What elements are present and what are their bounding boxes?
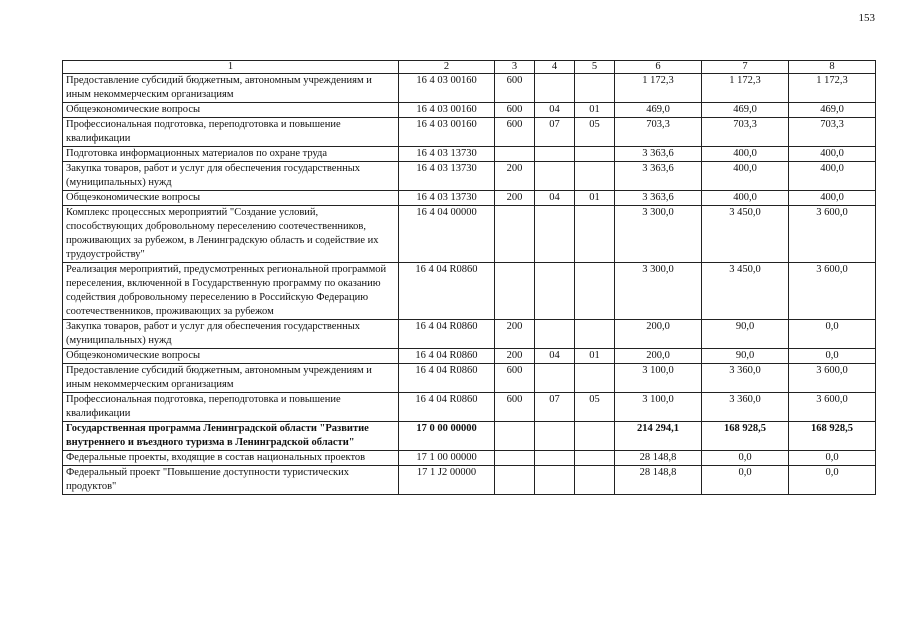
row-rz-cell bbox=[535, 74, 575, 103]
row-value-col6-cell: 3 363,6 bbox=[615, 147, 702, 162]
row-rz-cell bbox=[535, 162, 575, 191]
row-code-cell: 16 4 04 R0860 bbox=[399, 349, 495, 364]
row-value-col7-cell: 469,0 bbox=[702, 103, 789, 118]
row-value-col6-cell: 1 172,3 bbox=[615, 74, 702, 103]
row-pr-cell: 01 bbox=[575, 191, 615, 206]
table-row bbox=[63, 103, 876, 118]
row-name-cell: Предоставление субсидий бюджетным, автономным учреждениям и иным некоммерческим организациям bbox=[63, 364, 399, 393]
row-value-col8-cell: 3 600,0 bbox=[789, 263, 876, 320]
table-row bbox=[63, 162, 876, 191]
row-code-cell: 16 4 03 00160 bbox=[399, 118, 495, 147]
row-vr-cell: 200 bbox=[495, 320, 535, 349]
column-header: 5 bbox=[575, 61, 615, 74]
row-value-col7-cell: 400,0 bbox=[702, 147, 789, 162]
row-code-cell: 17 1 00 00000 bbox=[399, 451, 495, 466]
row-name-cell: Предоставление субсидий бюджетным, автономным учреждениям и иным некоммерческим организациям bbox=[63, 74, 399, 103]
row-code-cell: 16 4 03 13730 bbox=[399, 162, 495, 191]
table-row bbox=[63, 349, 876, 364]
row-value-col8-cell: 168 928,5 bbox=[789, 422, 876, 451]
row-value-col7-cell: 1 172,3 bbox=[702, 74, 789, 103]
row-pr-cell bbox=[575, 466, 615, 495]
table-row bbox=[63, 191, 876, 206]
row-vr-cell: 200 bbox=[495, 162, 535, 191]
row-name-cell: Реализация мероприятий, предусмотренных региональной программой переселения, включенной в Государственную программу по оказанию содействия добровольному переселению в Российскую Федерацию соотечественников, проживающих за рубежом bbox=[63, 263, 399, 320]
row-value-col6-cell: 3 300,0 bbox=[615, 263, 702, 320]
row-code-cell: 16 4 04 R0860 bbox=[399, 263, 495, 320]
row-name-cell: Закупка товаров, работ и услуг для обеспечения государственных (муниципальных) нужд bbox=[63, 162, 399, 191]
table-row bbox=[63, 393, 876, 422]
column-header: 8 bbox=[789, 61, 876, 74]
row-value-col8-cell: 703,3 bbox=[789, 118, 876, 147]
column-header: 3 bbox=[495, 61, 535, 74]
row-value-col6-cell: 200,0 bbox=[615, 320, 702, 349]
column-header: 7 bbox=[702, 61, 789, 74]
row-rz-cell: 04 bbox=[535, 103, 575, 118]
column-header: 6 bbox=[615, 61, 702, 74]
row-vr-cell bbox=[495, 451, 535, 466]
column-header: 4 bbox=[535, 61, 575, 74]
row-name-cell: Общеэкономические вопросы bbox=[63, 349, 399, 364]
row-vr-cell bbox=[495, 466, 535, 495]
row-code-cell: 17 0 00 00000 bbox=[399, 422, 495, 451]
row-value-col8-cell: 1 172,3 bbox=[789, 74, 876, 103]
table-row bbox=[63, 466, 876, 495]
row-value-col6-cell: 3 363,6 bbox=[615, 191, 702, 206]
row-pr-cell bbox=[575, 422, 615, 451]
row-code-cell: 16 4 04 00000 bbox=[399, 206, 495, 263]
column-header: 1 bbox=[63, 61, 399, 74]
row-value-col7-cell: 168 928,5 bbox=[702, 422, 789, 451]
row-name-cell: Федеральные проекты, входящие в состав национальных проектов bbox=[63, 451, 399, 466]
row-code-cell: 16 4 04 R0860 bbox=[399, 320, 495, 349]
row-pr-cell bbox=[575, 74, 615, 103]
row-rz-cell bbox=[535, 364, 575, 393]
row-name-cell: Общеэкономические вопросы bbox=[63, 191, 399, 206]
row-value-col8-cell: 400,0 bbox=[789, 147, 876, 162]
row-value-col8-cell: 3 600,0 bbox=[789, 364, 876, 393]
column-header: 2 bbox=[399, 61, 495, 74]
row-value-col8-cell: 469,0 bbox=[789, 103, 876, 118]
row-name-cell: Комплекс процессных мероприятий "Создание условий, способствующих добровольному переселению соотечественников, проживающих за рубежом, в Ленинградскую область и содействие их трудоустройству" bbox=[63, 206, 399, 263]
table-row bbox=[63, 147, 876, 162]
row-value-col6-cell: 469,0 bbox=[615, 103, 702, 118]
row-code-cell: 16 4 03 00160 bbox=[399, 74, 495, 103]
table-row bbox=[63, 320, 876, 349]
row-name-cell: Федеральный проект "Повышение доступности туристических продуктов" bbox=[63, 466, 399, 495]
table-row bbox=[63, 118, 876, 147]
row-name-cell: Профессиональная подготовка, переподготовка и повышение квалификации bbox=[63, 118, 399, 147]
row-pr-cell: 01 bbox=[575, 349, 615, 364]
table-row bbox=[63, 364, 876, 393]
row-value-col8-cell: 0,0 bbox=[789, 451, 876, 466]
row-rz-cell bbox=[535, 263, 575, 320]
row-value-col7-cell: 90,0 bbox=[702, 320, 789, 349]
page-number: 153 bbox=[858, 12, 875, 24]
row-value-col8-cell: 0,0 bbox=[789, 466, 876, 495]
row-rz-cell bbox=[535, 206, 575, 263]
budget-table bbox=[62, 60, 876, 495]
row-vr-cell: 600 bbox=[495, 364, 535, 393]
row-vr-cell: 600 bbox=[495, 74, 535, 103]
table-row bbox=[63, 263, 876, 320]
row-rz-cell bbox=[535, 451, 575, 466]
row-value-col8-cell: 3 600,0 bbox=[789, 206, 876, 263]
table-row bbox=[63, 422, 876, 451]
row-pr-cell bbox=[575, 364, 615, 393]
row-pr-cell bbox=[575, 162, 615, 191]
row-vr-cell: 600 bbox=[495, 103, 535, 118]
row-value-col8-cell: 0,0 bbox=[789, 320, 876, 349]
row-rz-cell bbox=[535, 466, 575, 495]
table-row bbox=[63, 451, 876, 466]
row-value-col7-cell: 400,0 bbox=[702, 162, 789, 191]
row-vr-cell bbox=[495, 147, 535, 162]
row-name-cell: Подготовка информационных материалов по охране труда bbox=[63, 147, 399, 162]
row-value-col8-cell: 400,0 bbox=[789, 191, 876, 206]
row-vr-cell: 600 bbox=[495, 393, 535, 422]
row-code-cell: 16 4 03 00160 bbox=[399, 103, 495, 118]
row-value-col8-cell: 3 600,0 bbox=[789, 393, 876, 422]
row-rz-cell: 07 bbox=[535, 118, 575, 147]
row-pr-cell bbox=[575, 147, 615, 162]
row-value-col7-cell: 3 450,0 bbox=[702, 206, 789, 263]
row-value-col7-cell: 90,0 bbox=[702, 349, 789, 364]
row-rz-cell: 04 bbox=[535, 191, 575, 206]
row-pr-cell: 05 bbox=[575, 393, 615, 422]
row-pr-cell bbox=[575, 263, 615, 320]
row-pr-cell bbox=[575, 320, 615, 349]
row-value-col7-cell: 703,3 bbox=[702, 118, 789, 147]
row-vr-cell bbox=[495, 422, 535, 451]
row-value-col6-cell: 200,0 bbox=[615, 349, 702, 364]
row-rz-cell bbox=[535, 320, 575, 349]
row-value-col6-cell: 3 100,0 bbox=[615, 364, 702, 393]
row-value-col7-cell: 3 360,0 bbox=[702, 393, 789, 422]
row-pr-cell bbox=[575, 206, 615, 263]
table-row bbox=[63, 206, 876, 263]
row-value-col6-cell: 214 294,1 bbox=[615, 422, 702, 451]
row-rz-cell: 07 bbox=[535, 393, 575, 422]
row-name-cell: Закупка товаров, работ и услуг для обеспечения государственных (муниципальных) нужд bbox=[63, 320, 399, 349]
row-value-col6-cell: 3 363,6 bbox=[615, 162, 702, 191]
row-rz-cell: 04 bbox=[535, 349, 575, 364]
row-value-col6-cell: 28 148,8 bbox=[615, 466, 702, 495]
row-value-col6-cell: 3 300,0 bbox=[615, 206, 702, 263]
row-name-cell: Профессиональная подготовка, переподготовка и повышение квалификации bbox=[63, 393, 399, 422]
table-body bbox=[63, 74, 876, 495]
row-code-cell: 16 4 03 13730 bbox=[399, 147, 495, 162]
row-vr-cell bbox=[495, 206, 535, 263]
row-vr-cell: 200 bbox=[495, 349, 535, 364]
table-row bbox=[63, 74, 876, 103]
row-value-col7-cell: 0,0 bbox=[702, 451, 789, 466]
row-code-cell: 17 1 J2 00000 bbox=[399, 466, 495, 495]
row-code-cell: 16 4 03 13730 bbox=[399, 191, 495, 206]
row-value-col7-cell: 0,0 bbox=[702, 466, 789, 495]
row-rz-cell bbox=[535, 147, 575, 162]
row-value-col7-cell: 3 450,0 bbox=[702, 263, 789, 320]
row-name-cell: Общеэкономические вопросы bbox=[63, 103, 399, 118]
row-value-col6-cell: 28 148,8 bbox=[615, 451, 702, 466]
row-code-cell: 16 4 04 R0860 bbox=[399, 393, 495, 422]
row-value-col7-cell: 3 360,0 bbox=[702, 364, 789, 393]
row-vr-cell bbox=[495, 263, 535, 320]
row-rz-cell bbox=[535, 422, 575, 451]
row-name-cell: Государственная программа Ленинградской области "Развитие внутреннего и въездного туризма в Ленинградской области" bbox=[63, 422, 399, 451]
row-value-col8-cell: 0,0 bbox=[789, 349, 876, 364]
row-value-col8-cell: 400,0 bbox=[789, 162, 876, 191]
row-vr-cell: 600 bbox=[495, 118, 535, 147]
row-value-col6-cell: 703,3 bbox=[615, 118, 702, 147]
row-vr-cell: 200 bbox=[495, 191, 535, 206]
row-pr-cell: 01 bbox=[575, 103, 615, 118]
row-value-col7-cell: 400,0 bbox=[702, 191, 789, 206]
row-pr-cell: 05 bbox=[575, 118, 615, 147]
row-code-cell: 16 4 04 R0860 bbox=[399, 364, 495, 393]
table-header-row bbox=[63, 61, 876, 74]
row-value-col6-cell: 3 100,0 bbox=[615, 393, 702, 422]
row-pr-cell bbox=[575, 451, 615, 466]
